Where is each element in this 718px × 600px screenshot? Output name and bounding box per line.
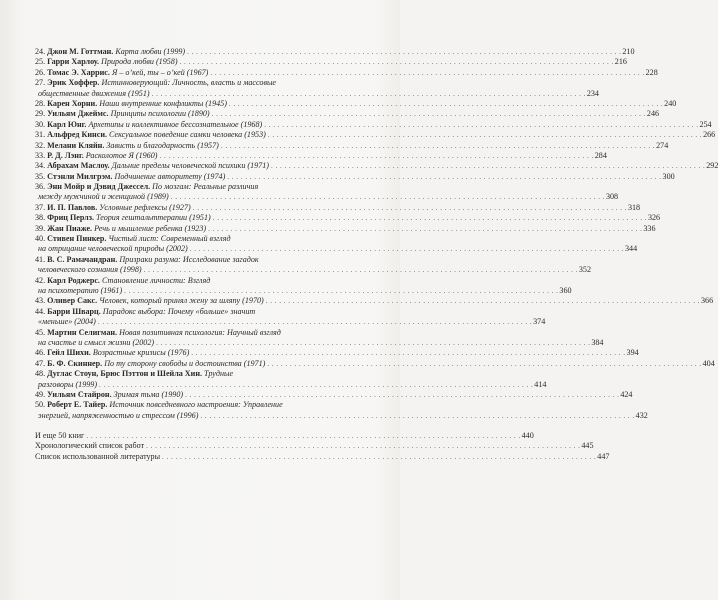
entry-page-number: 404 <box>702 358 715 368</box>
toc-entry <box>35 369 547 390</box>
dot-leader <box>159 151 593 161</box>
entry-author: Джон М. Готтман. <box>47 47 114 56</box>
entry-title: общественные движения (1951) <box>38 88 150 98</box>
entry-title: человеческого сознания (1998) <box>38 265 142 275</box>
entry-text <box>35 400 283 410</box>
entry-page-number: 414 <box>534 379 547 389</box>
toc-entry-line <box>35 171 675 182</box>
toc-entry-line <box>35 244 638 254</box>
entry-page-number: 254 <box>699 119 712 129</box>
toc-entry <box>35 171 675 182</box>
toc-entry-line <box>35 140 669 151</box>
toc-entry-line <box>35 202 641 213</box>
entry-text <box>38 286 122 296</box>
toc-entry <box>35 275 572 297</box>
toc-entry-line <box>35 369 360 379</box>
dot-leader <box>212 109 646 119</box>
dot-leader <box>208 224 642 234</box>
toc-entry <box>35 57 627 67</box>
entry-page-number: 384 <box>591 337 604 347</box>
toc-entry-line <box>35 161 718 171</box>
entry-page-number: 216 <box>614 57 627 67</box>
entry-page-number: 300 <box>662 171 675 181</box>
entry-title: Истинноверующий: Личность, власть и массовые <box>101 78 277 88</box>
entry-title: Призраки разума: Исследование загадок <box>119 254 259 264</box>
dot-leader <box>267 359 701 369</box>
toc-entry-line <box>35 337 604 348</box>
entry-author: Альфред Кинси. <box>47 130 108 140</box>
toc-entry <box>35 119 712 130</box>
entry-text <box>35 161 269 171</box>
entry-author: Карл Юнг. <box>47 119 87 129</box>
entry-author: Жан Пиаже. <box>47 223 93 233</box>
entry-author: Энн Мойр и Дэвид Джессел. <box>47 182 151 192</box>
entry-text <box>38 265 142 275</box>
entry-number: 50. <box>35 400 46 410</box>
entry-page-number: 424 <box>620 389 633 399</box>
toc-entry <box>35 161 718 171</box>
entry-text <box>35 348 189 358</box>
entry-author: Уильям Стайрон. <box>47 389 112 399</box>
dot-leader <box>162 452 596 462</box>
entry-author: Р. Д. Лэнг. <box>47 150 84 160</box>
entry-number: 48. <box>35 369 46 379</box>
entry-text <box>35 68 208 78</box>
dot-leader <box>98 317 532 327</box>
entry-number: 25. <box>35 57 46 67</box>
dot-leader <box>152 89 586 99</box>
toc-entry <box>35 78 599 99</box>
entry-text <box>35 120 262 130</box>
entry-page-number: 366 <box>701 296 714 306</box>
entry-title: Сексуальное поведение самки человека (1953) <box>109 130 266 140</box>
entry-text <box>35 276 210 286</box>
entry-page-number: 210 <box>622 47 635 56</box>
entry-title: на психотерапию (1961) <box>38 285 123 295</box>
dot-leader <box>190 244 624 254</box>
entry-text <box>35 328 281 338</box>
entry-title: Человек, который принял жену за шляпу (1970) <box>99 296 264 306</box>
entry-number: 42. <box>35 275 46 285</box>
entry-text <box>35 359 265 369</box>
entry-page-number: 308 <box>605 192 619 202</box>
entry-author: Уильям Джеймс. <box>47 109 109 119</box>
dot-leader <box>146 441 580 451</box>
entry-number: 32. <box>35 140 46 150</box>
entry-text <box>35 99 227 109</box>
entry-page-number: 292 <box>706 161 718 171</box>
toc-entry <box>35 182 619 203</box>
entry-number: 24. <box>35 47 46 56</box>
entry-text <box>35 57 178 67</box>
entry-number: 44. <box>35 306 46 316</box>
toc-entry-line <box>35 78 360 88</box>
entry-title: Становление личности: Взгляд <box>101 275 211 285</box>
entry-title: Расколотое Я (1960) <box>85 150 158 160</box>
entry-text <box>38 317 96 327</box>
entry-title: между мужчиной и женщиной (1989) <box>38 192 169 202</box>
entry-text <box>35 255 259 265</box>
dot-leader <box>185 390 619 400</box>
dot-leader <box>156 338 590 348</box>
entry-page-number: 352 <box>578 265 591 275</box>
entry-text <box>35 141 219 151</box>
entry-number: 28. <box>35 98 46 108</box>
entry-title: Зримая тьма (1990) <box>113 389 184 399</box>
toc-entry <box>35 296 714 306</box>
entry-title: Возрастные кризисы (1976) <box>92 348 190 358</box>
dot-leader <box>268 130 702 140</box>
entry-page-number: 240 <box>664 98 677 108</box>
toc-entry-line <box>35 379 547 390</box>
entry-title: Речь и мышление ребенка (1923) <box>94 223 207 233</box>
entry-text <box>38 411 198 421</box>
dot-leader <box>171 192 605 202</box>
tail-page-number: 445 <box>581 441 594 451</box>
toc-entry-line <box>35 150 607 161</box>
toc-entry-line <box>35 410 648 421</box>
entry-title: Я – о’кей, ты – о’кей (1967) <box>111 67 209 77</box>
dot-leader <box>266 296 700 306</box>
entry-title: Природа любви (1958) <box>101 57 178 67</box>
entry-number: 41. <box>35 254 46 264</box>
entry-text <box>35 151 157 161</box>
entry-author: Б. Ф. Скиннер. <box>47 358 103 368</box>
tail-label: Хронологический список работ <box>35 441 145 451</box>
toc-entry-line <box>35 47 635 57</box>
entry-author: Гарри Харлоу. <box>47 57 100 67</box>
entry-title: разговоры (1999) <box>38 379 98 389</box>
tail-label: И еще 50 книг <box>35 431 85 441</box>
entry-author: И. П. Павлов. <box>47 202 98 212</box>
dot-leader <box>264 120 698 130</box>
entry-title: энергией, напряженностью и стрессом (1996) <box>38 410 199 420</box>
toc-entry-line <box>35 213 661 223</box>
entry-page-number: 274 <box>656 140 669 150</box>
dot-leader <box>271 161 705 171</box>
entry-title: Принципы психологии (1890) <box>110 109 210 119</box>
entry-title: на отрицание человеческой природы (2002) <box>38 244 188 254</box>
dot-leader <box>99 380 533 390</box>
toc-entry-line <box>35 358 715 369</box>
toc-entry <box>35 389 633 400</box>
toc-tail-item <box>35 451 610 462</box>
entry-author: В. С. Рамачандран. <box>47 254 118 264</box>
entry-title: Трудные <box>204 369 234 379</box>
entry-number: 31. <box>35 130 46 140</box>
entry-text <box>35 203 191 213</box>
toc-entry-line <box>35 328 360 338</box>
entry-author: Дуглас Стоун, Брюс Пэттон и Шейла Хин. <box>47 369 203 379</box>
toc-entry-line <box>35 285 572 296</box>
entry-number: 43. <box>35 296 46 306</box>
toc-entry <box>35 306 546 328</box>
entry-text <box>35 390 183 400</box>
entry-title: Подчинение авторитету (1974) <box>114 171 226 181</box>
entry-text <box>35 369 233 379</box>
entry-author: Стэнли Милгрэм. <box>47 171 113 181</box>
entry-text <box>35 213 211 223</box>
dot-leader <box>187 47 621 57</box>
entry-text <box>38 338 154 348</box>
toc-entry <box>35 213 661 223</box>
tail-page-number: 447 <box>597 451 610 461</box>
toc-entry-line <box>35 88 599 99</box>
toc-entry-line <box>35 317 546 327</box>
toc-entry-line <box>35 119 712 130</box>
toc-entry <box>35 358 715 369</box>
toc-entry <box>35 98 677 109</box>
entry-page-number: 228 <box>645 67 658 77</box>
toc-entry <box>35 47 635 57</box>
entry-title: По мозгам: Реальные различия <box>152 182 259 192</box>
dot-leader <box>124 286 558 296</box>
toc-entry-line <box>35 296 714 306</box>
toc-entry-line <box>35 389 633 400</box>
entry-text <box>35 47 185 57</box>
entry-text <box>35 172 225 182</box>
entry-number: 40. <box>35 234 46 244</box>
toc-entry-line <box>35 130 716 140</box>
entry-author: Барри Шварц. <box>47 306 101 316</box>
entry-title: Теория гештальттерапии (1951) <box>96 213 211 223</box>
dot-leader <box>210 68 644 78</box>
entry-page-number: 284 <box>594 150 607 160</box>
toc-entry-line <box>35 182 360 192</box>
entry-title: Условные рефлексы (1927) <box>99 202 191 212</box>
dot-leader <box>193 203 627 213</box>
entry-title: на счастье и смысл жизни (2002) <box>38 337 155 347</box>
toc-entry-line <box>35 234 360 244</box>
entry-number: 27. <box>35 78 46 88</box>
dot-leader <box>144 265 578 275</box>
toc-entry <box>35 150 607 161</box>
toc-entry-line <box>35 192 619 202</box>
entry-author: Фриц Перлз. <box>47 213 94 223</box>
entry-author: Эрик Хоффер. <box>47 78 100 88</box>
entry-title: Парадокс выбора: Почему «больше» значит <box>102 306 256 316</box>
toc-entry <box>35 67 658 78</box>
entry-number: 30. <box>35 119 46 129</box>
entry-author: Стивен Пинкер. <box>47 234 107 244</box>
toc-entry-line <box>35 255 360 265</box>
toc-entry <box>35 400 648 421</box>
dot-leader <box>200 411 634 421</box>
toc-entry-line <box>35 98 677 109</box>
entry-page-number: 266 <box>703 130 716 140</box>
entry-text <box>35 109 210 119</box>
toc-entry-line <box>35 67 658 78</box>
toc-tail-item <box>35 431 534 441</box>
toc-entry-line <box>35 57 627 67</box>
entry-title: Зависть и благодарность (1957) <box>106 140 219 150</box>
entry-author: Роберт Е. Тайер. <box>47 400 108 410</box>
entry-text <box>35 78 276 88</box>
entry-number: 37. <box>35 202 46 212</box>
entry-number: 49. <box>35 389 46 399</box>
section-gap <box>35 421 360 431</box>
entry-author: Абрахам Маслоу. <box>47 161 110 171</box>
entry-text <box>35 234 231 244</box>
entry-author: Карл Роджерс. <box>47 275 100 285</box>
entry-author: Мартин Селигман. <box>47 327 118 337</box>
entry-number: 33. <box>35 150 46 160</box>
entry-title: Новая позитивная психология: Научный взгляд <box>119 327 281 337</box>
entry-number: 39. <box>35 223 46 233</box>
toc-entry <box>35 202 641 213</box>
entry-title: По ту сторону свободы и достоинства (1971) <box>104 358 266 368</box>
entry-text <box>38 380 97 390</box>
dot-leader <box>180 57 614 67</box>
toc-entry <box>35 223 656 234</box>
entry-number: 34. <box>35 161 46 171</box>
toc-entry <box>35 327 604 349</box>
entry-author: Карен Хорни. <box>47 98 98 108</box>
entry-number: 26. <box>35 67 46 77</box>
table-of-contents <box>35 47 718 462</box>
entry-page-number: 360 <box>559 285 572 295</box>
toc-entry-line <box>35 265 591 275</box>
entry-title: Дальние пределы человеческой психики (1971) <box>111 161 269 171</box>
toc-tail-item <box>35 441 594 451</box>
entry-text <box>35 130 266 140</box>
entry-number: 36. <box>35 182 46 192</box>
entry-text <box>35 296 264 306</box>
entry-title: «меньше» (2004) <box>38 317 96 327</box>
entry-page-number: 318 <box>627 202 641 212</box>
entry-title: Наши внутренние конфликты (1945) <box>99 98 227 108</box>
toc-entry <box>35 130 716 140</box>
entry-text <box>38 192 169 202</box>
entry-author: Томас Э. Харрис. <box>47 67 110 77</box>
dot-leader <box>229 99 663 109</box>
entry-text <box>35 307 255 317</box>
entry-number: 46. <box>35 348 46 358</box>
tail-page-number: 440 <box>521 431 534 441</box>
entry-number: 35. <box>35 171 46 181</box>
entry-page-number: 394 <box>626 348 639 358</box>
toc-entry <box>35 109 660 119</box>
entry-author: Гейл Шихи. <box>47 348 91 358</box>
entry-page-number: 432 <box>635 410 648 420</box>
entry-title: Карта любви (1999) <box>115 47 186 56</box>
toc-entry-line <box>35 348 639 358</box>
dot-leader <box>191 348 625 358</box>
entry-page-number: 344 <box>624 244 638 254</box>
entry-number: 29. <box>35 109 46 119</box>
toc-entry-line <box>35 109 660 119</box>
entry-page-number: 326 <box>647 213 661 223</box>
toc-entry <box>35 140 669 151</box>
entry-page-number: 246 <box>646 109 660 119</box>
toc-entry <box>35 234 638 255</box>
toc-entry <box>35 254 591 276</box>
entry-number: 38. <box>35 213 46 223</box>
toc-entry-line <box>35 400 360 410</box>
entry-text <box>35 182 258 192</box>
tail-label: Список использованной литературы <box>35 451 161 461</box>
dot-leader <box>86 431 520 441</box>
entry-page-number: 336 <box>643 223 656 233</box>
entry-number: 47. <box>35 358 46 368</box>
toc-entry <box>35 348 639 358</box>
dot-leader <box>213 213 647 223</box>
entry-page-number: 374 <box>533 317 546 327</box>
dot-leader <box>227 172 661 182</box>
entry-title: Чистый лист: Современный взгляд <box>108 234 231 244</box>
entry-author: Мелани Кляйн. <box>47 140 105 150</box>
entry-number: 45. <box>35 327 46 337</box>
entry-text <box>38 89 150 99</box>
toc-entry-line <box>35 276 360 286</box>
entry-page-number: 234 <box>586 88 599 98</box>
entry-title: Архетипы и коллективное бессознательное (1968) <box>88 119 263 129</box>
toc-entry-line <box>35 223 656 234</box>
entry-title: Источник повседневного настроения: Управление <box>109 400 283 410</box>
dot-leader <box>221 141 655 151</box>
entry-text <box>38 244 188 254</box>
entry-author: Оливер Сакс. <box>47 296 98 306</box>
entry-text <box>35 224 206 234</box>
toc-entry-line <box>35 307 360 317</box>
